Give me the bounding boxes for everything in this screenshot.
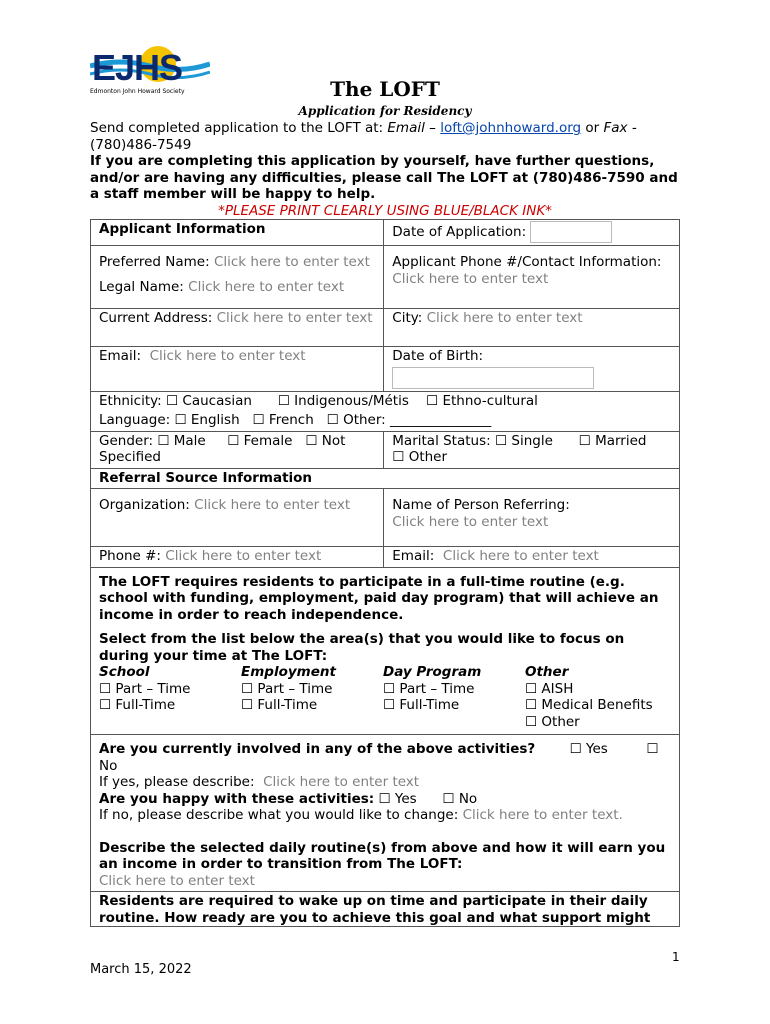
checkbox-involved-yes[interactable]: ☐ (569, 741, 582, 757)
fax-number: (780)486-7549 (90, 136, 192, 153)
referral-email-label: Email: (392, 548, 435, 564)
checkbox-english[interactable]: ☐ (174, 412, 187, 428)
checkbox-happy-yes[interactable]: ☐ (378, 790, 391, 807)
legal-name-field[interactable]: Click here to enter text (188, 278, 345, 295)
select-prompt: Select from the list below the area(s) that you would like to focus on during your time at The LOFT: (99, 631, 625, 664)
wake-row (91, 892, 680, 927)
employment-part-time: Part – Time (257, 680, 333, 697)
intro-block (90, 120, 690, 219)
option-single: Single (511, 432, 553, 449)
checkbox-male[interactable]: ☐ (157, 432, 170, 449)
applicant-header-row (91, 220, 680, 246)
column-school (99, 664, 241, 730)
checkbox-female[interactable]: ☐ (227, 432, 240, 449)
if-yes-label: If yes, please describe: (99, 774, 255, 790)
checkbox-happy-no[interactable]: ☐ (442, 790, 455, 807)
checkbox-french[interactable]: ☐ (252, 412, 265, 428)
option-french: French (268, 412, 314, 428)
email-label-applicant: Email: (99, 348, 142, 364)
school-part-time: Part – Time (115, 680, 191, 697)
option-other-marital: Other (408, 449, 448, 465)
focus-area-columns (99, 664, 669, 730)
if-no-label: If no, please describe what you would like to change: (99, 807, 459, 823)
column-title-other: Other (525, 664, 569, 680)
option-ethno-cultural: Ethno-cultural (442, 392, 538, 409)
or-text: or (581, 120, 604, 136)
column-other (525, 664, 667, 730)
activities-row (91, 735, 680, 892)
day-part-time: Part – Time (399, 680, 475, 697)
happy-no: No (458, 790, 478, 807)
column-title-school: School (99, 664, 150, 680)
help-text: If you are completing this application by yourself, have further questions, and/or are having any difficulties, please call The LOFT at (780)486-7590 and a staff member will be happy to help. (90, 153, 678, 202)
language-label: Language: (99, 412, 171, 428)
checkbox-involved-no[interactable]: ☐ (646, 741, 659, 757)
name-referring-label: Name of Person Referring: (392, 497, 570, 513)
option-aish: AISH (541, 680, 574, 697)
routine-requirement: The LOFT requires residents to participate in a full-time routine (e.g. school with funding, employment, paid day program) that will achieve an income in order to reach independence. (99, 573, 659, 623)
send-prefix: Send completed application to the LOFT at: (90, 120, 388, 136)
day-full-time: Full-Time (399, 697, 460, 713)
happy-question: Are you happy with these activities: (99, 790, 375, 807)
checkbox-other-focus[interactable]: ☐ (525, 713, 538, 730)
if-yes-field[interactable]: Click here to enter text (263, 774, 420, 790)
svg-text:EJHS: EJHS (92, 47, 183, 88)
routine-requirement-row (91, 567, 680, 735)
fax-label: Fax (603, 120, 628, 136)
column-employment (241, 664, 383, 730)
current-address-field[interactable]: Click here to enter text (216, 310, 373, 326)
option-other-focus: Other (541, 713, 580, 730)
dob-field[interactable] (392, 367, 594, 389)
describe-field[interactable]: Click here to enter text (99, 872, 255, 889)
option-married: Married (595, 432, 647, 449)
option-medical-benefits: Medical Benefits (541, 697, 653, 713)
referral-contact-row (91, 547, 680, 568)
referral-section-title: Referral Source Information (99, 469, 313, 486)
name-row (91, 246, 680, 309)
describe-question: Describe the selected daily routine(s) from above and how it will earn you an income in order to transition from The LOFT: (99, 839, 666, 872)
involved-yes: Yes (586, 741, 608, 757)
fax-dash: - (627, 120, 637, 136)
happy-yes: Yes (394, 790, 417, 807)
preferred-name-label: Preferred Name: (99, 254, 210, 270)
legal-name-label: Legal Name: (99, 278, 184, 295)
column-title-day-program: Day Program (383, 664, 482, 680)
option-indigenous: Indigenous/Métis (294, 392, 409, 409)
application-form (90, 219, 680, 927)
ethnicity-row (91, 391, 680, 411)
option-caucasian: Caucasian (182, 392, 252, 409)
logo-subtext: Edmonton John Howard Society (90, 88, 185, 95)
name-referring-field[interactable]: Click here to enter text (392, 513, 549, 530)
email-label: Email (387, 120, 425, 136)
option-female: Female (243, 432, 293, 449)
applicant-section-title: Applicant Information (99, 221, 266, 237)
send-line (90, 120, 690, 137)
checkbox-day-part-time[interactable]: ☐ (383, 680, 396, 697)
email-field-applicant[interactable]: Click here to enter text (149, 348, 306, 364)
language-row (91, 411, 680, 431)
gender-row (91, 431, 680, 468)
date-of-application-field[interactable] (530, 221, 612, 243)
referral-phone-field[interactable]: Click here to enter text (165, 548, 322, 564)
if-no-field[interactable]: Click here to enter text. (462, 807, 623, 823)
option-not-specified: Not Specified (99, 432, 346, 465)
referral-email-field[interactable]: Click here to enter text (442, 548, 599, 564)
column-day-program (383, 664, 525, 730)
address-row (91, 309, 680, 347)
ethnicity-label: Ethnicity: (99, 392, 162, 409)
referral-phone-label: Phone #: (99, 548, 161, 564)
other-language-field[interactable]: _______________ (390, 412, 492, 428)
school-full-time: Full-Time (115, 697, 176, 713)
current-address-label: Current Address: (99, 310, 213, 326)
organization-label: Organization: (99, 497, 190, 513)
checkbox-indigenous[interactable]: ☐ (277, 392, 290, 409)
page-number: 1 (672, 950, 680, 964)
checkbox-other-marital[interactable]: ☐ (392, 449, 405, 465)
city-field[interactable]: Click here to enter text (426, 310, 583, 326)
checkbox-employment-full-time[interactable]: ☐ (241, 697, 254, 713)
email-link[interactable]: loft@johnhoward.org (440, 120, 582, 136)
date-of-application-label: Date of Application: (392, 224, 527, 240)
page-title: The LOFT (330, 77, 440, 101)
preferred-name-field[interactable]: Click here to enter text (213, 254, 370, 270)
employment-full-time: Full-Time (257, 697, 318, 713)
column-title-employment: Employment (241, 664, 336, 680)
checkbox-caucasian[interactable]: ☐ (166, 392, 179, 409)
applicant-phone-field[interactable]: Click here to enter text (392, 270, 549, 287)
option-other-language: Other: (343, 412, 386, 428)
checkbox-other-language[interactable]: ☐ (326, 412, 339, 428)
checkbox-aish[interactable]: ☐ (525, 680, 538, 697)
email-row (91, 347, 680, 392)
checkbox-medical-benefits[interactable]: ☐ (525, 697, 538, 713)
dob-label: Date of Birth: (392, 348, 484, 364)
organization-field[interactable]: Click here to enter text (194, 497, 351, 513)
checkbox-married[interactable]: ☐ (578, 432, 591, 449)
print-notice: *PLEASE PRINT CLEARLY USING BLUE/BLACK INK* (218, 202, 552, 219)
checkbox-ethno-cultural[interactable]: ☐ (426, 392, 439, 409)
option-male: Male (173, 432, 206, 449)
applicant-phone-label: Applicant Phone #/Contact Information: (392, 254, 662, 270)
city-label: City: (392, 310, 423, 326)
option-english: English (190, 412, 240, 428)
referral-org-row (91, 489, 680, 547)
wake-question: Residents are required to wake up on time and participate in their daily routine. How ready are you to achieve this goal and what support might (99, 893, 651, 926)
checkbox-school-part-time[interactable]: ☐ (99, 680, 112, 697)
gender-label: Gender: (99, 432, 154, 449)
footer-date: March 15, 2022 (90, 962, 192, 977)
involved-question: Are you currently involved in any of the above activities? (99, 741, 536, 757)
page-subtitle: Application for Residency (298, 104, 472, 118)
dash: – (424, 120, 441, 136)
checkbox-employment-part-time[interactable]: ☐ (241, 680, 254, 697)
referral-header-row (91, 468, 680, 489)
checkbox-day-full-time[interactable]: ☐ (383, 697, 396, 713)
checkbox-single[interactable]: ☐ (494, 432, 508, 449)
marital-label: Marital Status: (392, 432, 491, 449)
checkbox-school-full-time[interactable]: ☐ (99, 697, 112, 713)
involved-no: No (99, 757, 118, 774)
checkbox-not-specified[interactable]: ☐ (305, 432, 318, 449)
